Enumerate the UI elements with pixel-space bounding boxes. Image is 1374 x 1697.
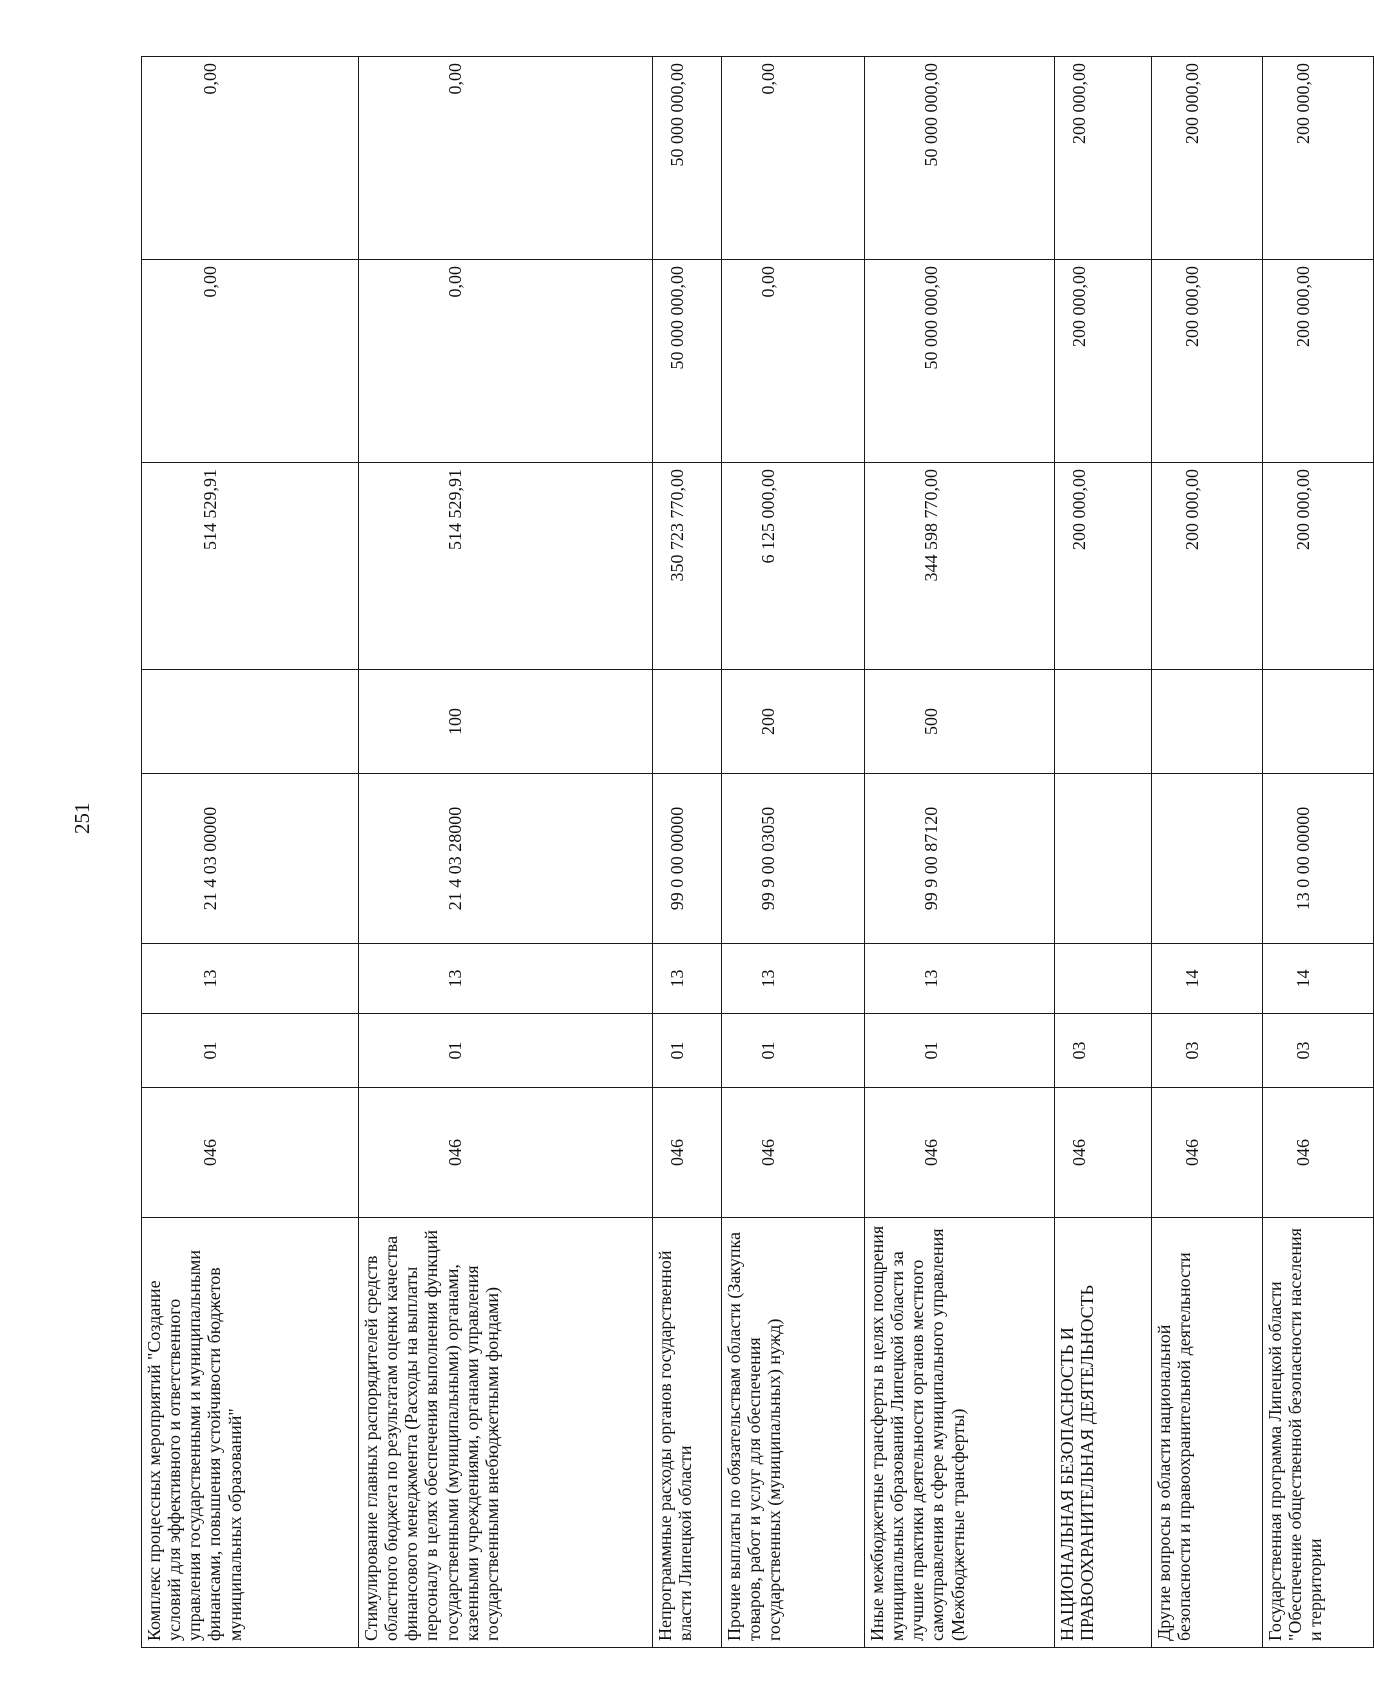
table-row [359, 57, 653, 1648]
table-row [1152, 57, 1263, 1648]
amount-3: 0,00 [722, 57, 865, 260]
table-row [1055, 57, 1152, 1648]
table-row [722, 57, 865, 1648]
section-code: 01 [865, 1014, 1055, 1088]
ministry-code: 046 [142, 1088, 359, 1218]
row-name: Непрограммные расходы органов государственной власти Липецкой области [653, 1218, 722, 1648]
target-article-code [1055, 774, 1152, 944]
row-name: Иные межбюджетные трансферты в целях поощрения муниципальных образований Липецкой области за лучшие практики деятельности органов местного самоуправления в сфере муниципального управления (Межбюджетные трансферты) [865, 1218, 1055, 1648]
amount-2: 0,00 [722, 260, 865, 463]
amount-1: 514 529,91 [142, 463, 359, 670]
amount-3: 50 000 000,00 [653, 57, 722, 260]
expense-type-code: 500 [865, 670, 1055, 774]
section-code: 03 [1263, 1014, 1374, 1088]
table-row [653, 57, 722, 1648]
table-row [1263, 57, 1374, 1648]
amount-1: 200 000,00 [1152, 463, 1263, 670]
expense-type-code: 100 [359, 670, 653, 774]
budget-table [141, 56, 1374, 1648]
row-name: Комплекс процессных мероприятий "Создание условий для эффективного и ответственного управления государственными и муниципальными финансами, повышения устойчивости бюджетов муниципальных образований" [142, 1218, 359, 1648]
subsection-code [1055, 944, 1152, 1014]
subsection-code: 13 [142, 944, 359, 1014]
amount-1: 200 000,00 [1055, 463, 1152, 670]
target-article-code: 21 4 03 28000 [359, 774, 653, 944]
ministry-code: 046 [722, 1088, 865, 1218]
amount-2: 0,00 [142, 260, 359, 463]
page-number: 251 [70, 802, 94, 834]
expense-type-code [1263, 670, 1374, 774]
amount-1: 6 125 000,00 [722, 463, 865, 670]
target-article-code: 13 0 00 00000 [1263, 774, 1374, 944]
subsection-code: 13 [653, 944, 722, 1014]
ministry-code: 046 [653, 1088, 722, 1218]
rotated-page-content [141, 57, 1326, 1648]
subsection-code: 13 [359, 944, 653, 1014]
subsection-code: 14 [1263, 944, 1374, 1014]
amount-3: 200 000,00 [1152, 57, 1263, 260]
table-row [142, 57, 359, 1648]
expense-type-code [1152, 670, 1263, 774]
ministry-code: 046 [359, 1088, 653, 1218]
expense-type-code: 200 [722, 670, 865, 774]
row-name: НАЦИОНАЛЬНАЯ БЕЗОПАСНОСТЬ И ПРАВООХРАНИТЕЛЬНАЯ ДЕЯТЕЛЬНОСТЬ [1055, 1218, 1152, 1648]
section-code: 01 [653, 1014, 722, 1088]
row-name: Стимулирование главных распорядителей средств областного бюджета по результатам оценки качества финансового менеджмента (Расходы на выплаты персоналу в целях обеспечения выполнения функций государственными (муниципальными) органами, казенными учреждениями, органами управления государственными внебюджетными фондами) [359, 1218, 653, 1648]
ministry-code: 046 [1055, 1088, 1152, 1218]
section-code: 03 [1055, 1014, 1152, 1088]
subsection-code: 14 [1152, 944, 1263, 1014]
row-name: Прочие выплаты по обязательствам области (Закупка товаров, работ и услуг для обеспечения государственных (муниципальных) нужд) [722, 1218, 865, 1648]
section-code: 01 [142, 1014, 359, 1088]
amount-3: 0,00 [359, 57, 653, 260]
amount-3: 0,00 [142, 57, 359, 260]
target-article-code: 99 9 00 03050 [722, 774, 865, 944]
section-code: 01 [722, 1014, 865, 1088]
amount-1: 350 723 770,00 [653, 463, 722, 670]
amount-2: 0,00 [359, 260, 653, 463]
ministry-code: 046 [865, 1088, 1055, 1218]
subsection-code: 13 [722, 944, 865, 1014]
amount-3: 200 000,00 [1055, 57, 1152, 260]
amount-2: 200 000,00 [1152, 260, 1263, 463]
amount-3: 50 000 000,00 [865, 57, 1055, 260]
amount-2: 50 000 000,00 [865, 260, 1055, 463]
expense-type-code [653, 670, 722, 774]
section-code: 03 [1152, 1014, 1263, 1088]
target-article-code: 99 9 00 87120 [865, 774, 1055, 944]
expense-type-code [142, 670, 359, 774]
expense-type-code [1055, 670, 1152, 774]
target-article-code: 21 4 03 00000 [142, 774, 359, 944]
section-code: 01 [359, 1014, 653, 1088]
subsection-code: 13 [865, 944, 1055, 1014]
target-article-code: 99 0 00 00000 [653, 774, 722, 944]
amount-1: 200 000,00 [1263, 463, 1374, 670]
row-name: Другие вопросы в области национальной безопасности и правоохранительной деятельности [1152, 1218, 1263, 1648]
table-row [865, 57, 1055, 1648]
ministry-code: 046 [1263, 1088, 1374, 1218]
amount-2: 200 000,00 [1263, 260, 1374, 463]
amount-1: 514 529,91 [359, 463, 653, 670]
amount-3: 200 000,00 [1263, 57, 1374, 260]
row-name: Государственная программа Липецкой области "Обеспечение общественной безопасности населения и территории [1263, 1218, 1374, 1648]
ministry-code: 046 [1152, 1088, 1263, 1218]
amount-1: 344 598 770,00 [865, 463, 1055, 670]
amount-2: 50 000 000,00 [653, 260, 722, 463]
amount-2: 200 000,00 [1055, 260, 1152, 463]
target-article-code [1152, 774, 1263, 944]
